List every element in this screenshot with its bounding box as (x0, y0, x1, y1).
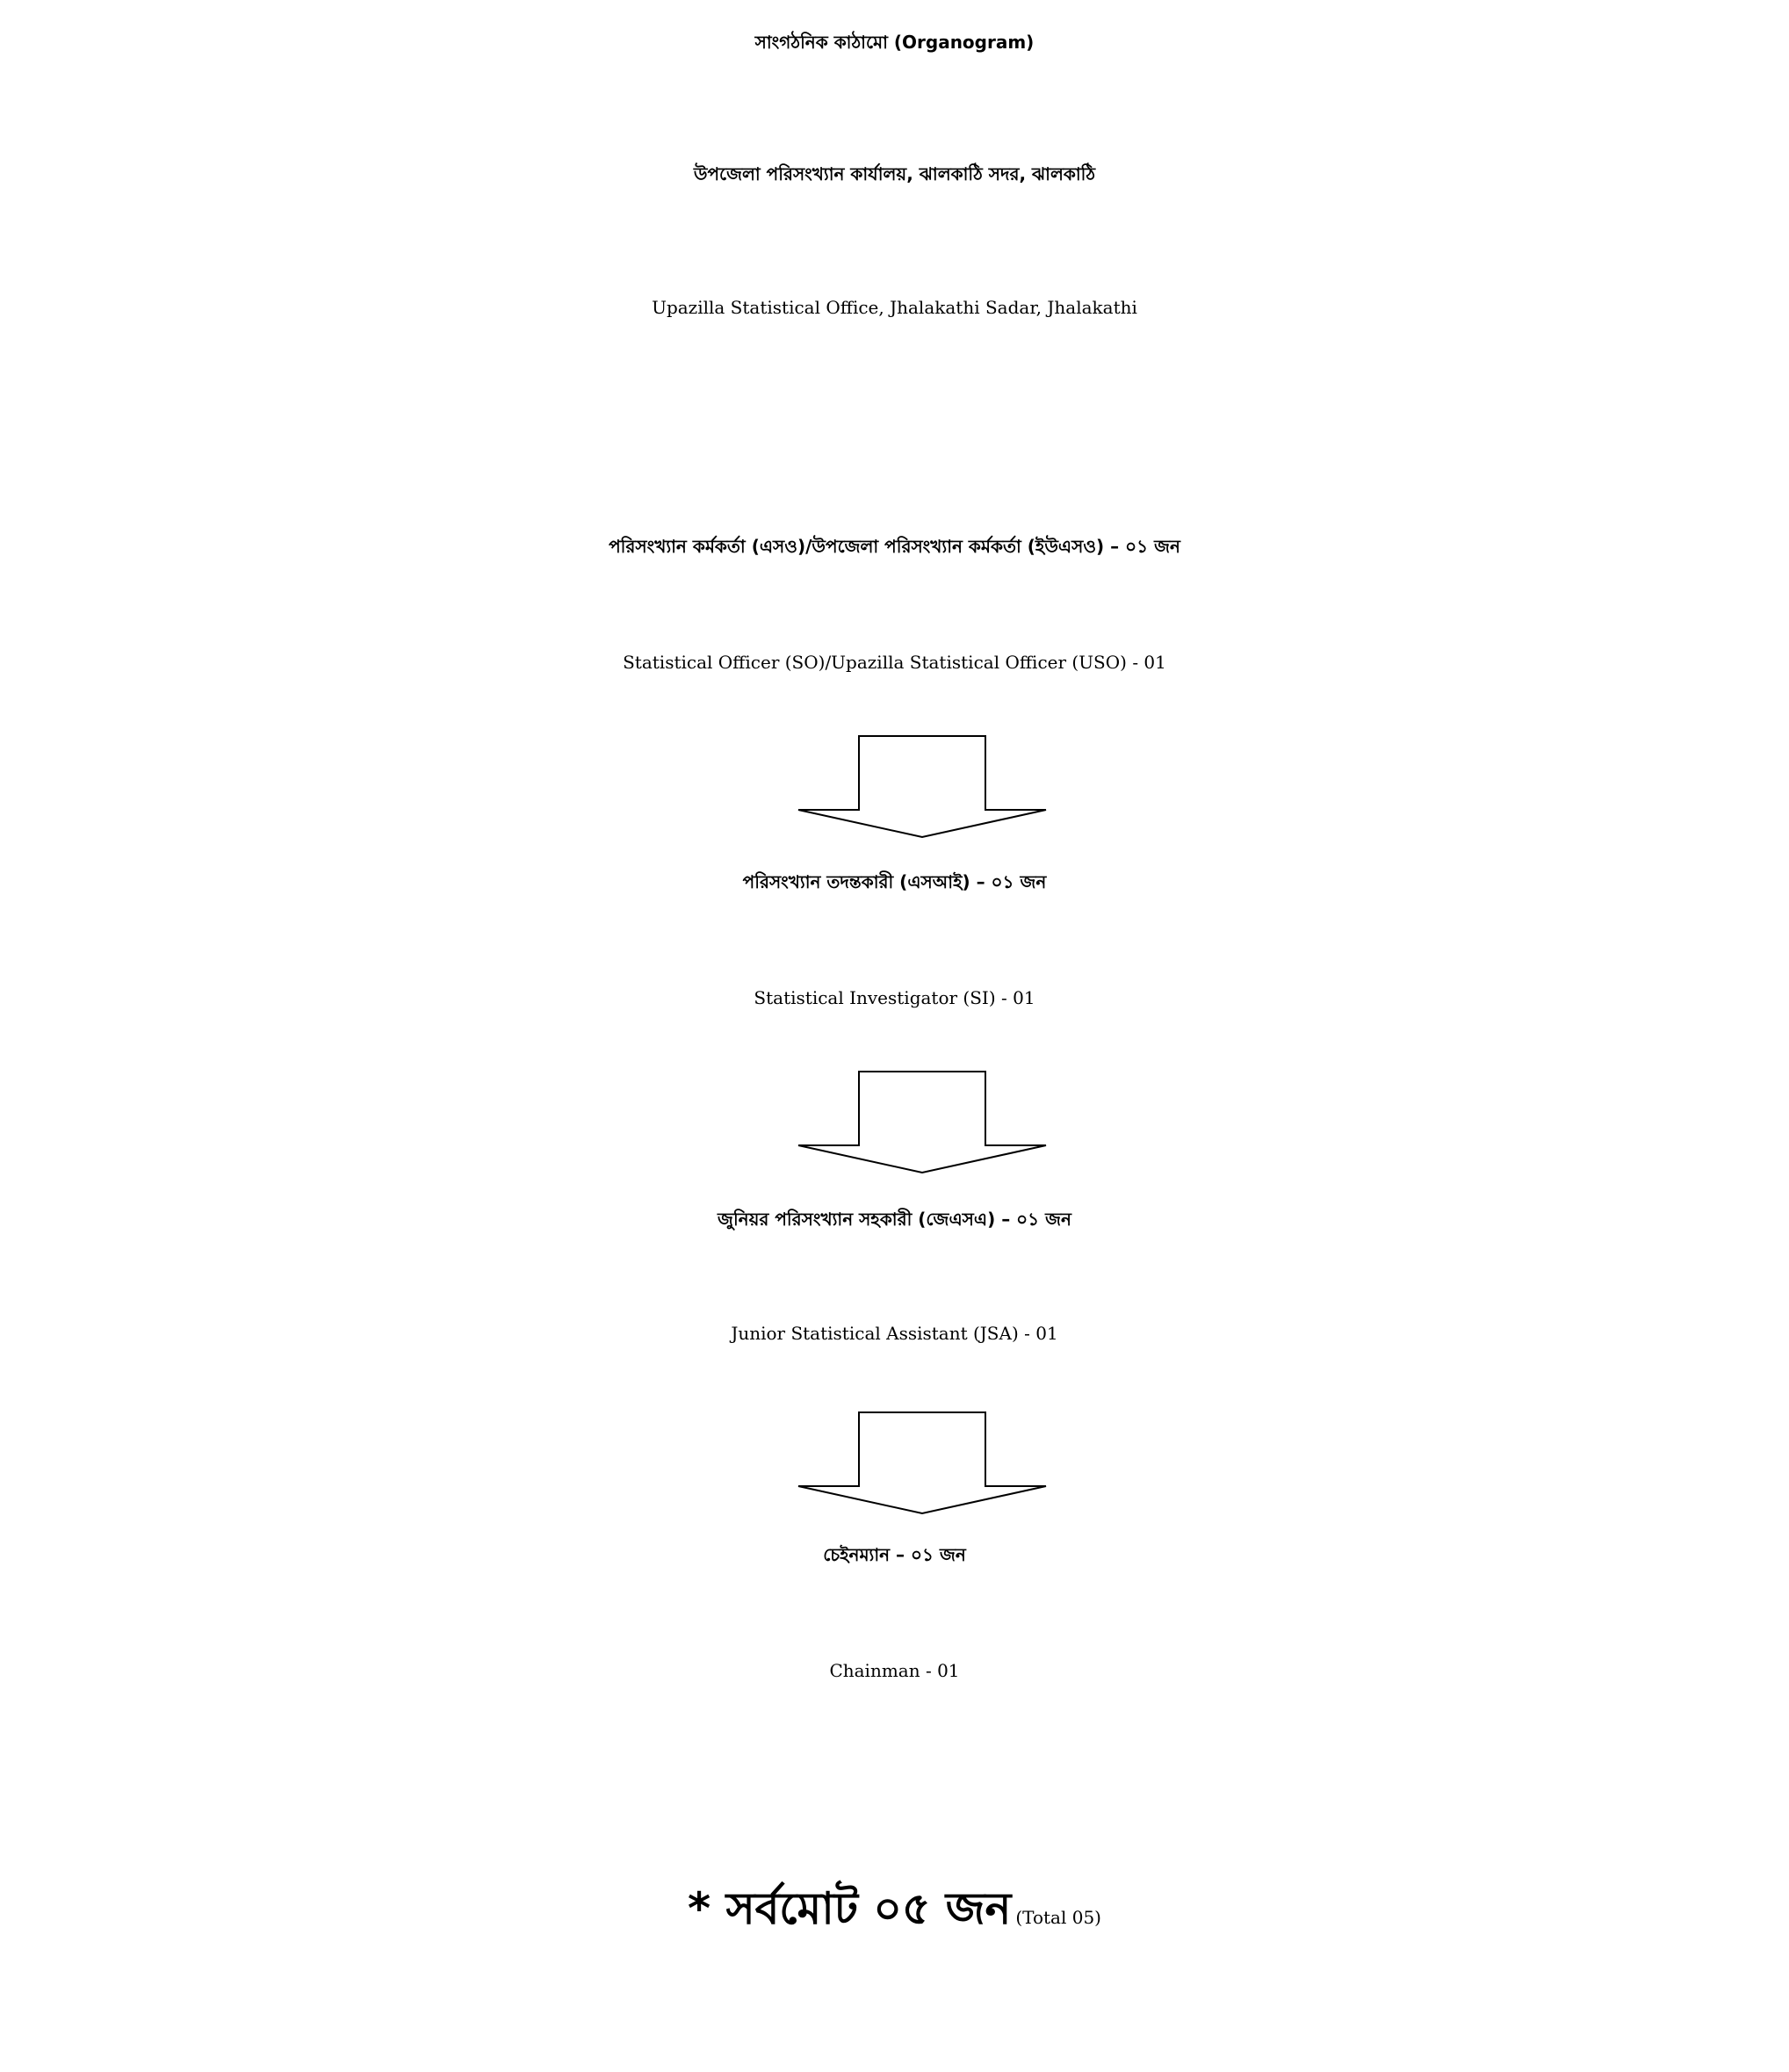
position-chainman-en: Chainman - 01 (829, 1660, 960, 1681)
page-title: সাংগঠনিক কাঠামো (Organogram) (754, 32, 1035, 53)
position-statistical-officer-bn: পরিসংখ্যান কর্মকর্তা (এসও)/উপজেলা পরিসংখ্যান কর্মকর্তা (ইউএসও) – ০১ জন (609, 536, 1180, 557)
office-name-en: Upazilla Statistical Office, Jhalakathi Sadar, Jhalakathi (652, 297, 1137, 318)
position-statistical-officer-en: Statistical Officer (SO)/Upazilla Statistical Officer (USO) - 01 (623, 652, 1166, 673)
office-name-bn: উপজেলা পরিসংখ্যান কার্যালয়, ঝালকাঠি সদর, ঝালকাঠি (693, 163, 1096, 184)
total-count-en: (Total 05) (1015, 1907, 1101, 1928)
position-junior-statistical-assistant-bn: জুনিয়র পরিসংখ্যান সহকারী (জেএসএ) – ০১ জন (718, 1209, 1071, 1230)
position-junior-statistical-assistant-en: Junior Statistical Assistant (JSA) - 01 (731, 1323, 1058, 1344)
position-chainman-bn: চেইনম্যান – ০১ জন (823, 1544, 966, 1565)
down-arrow-icon (795, 734, 1050, 840)
down-arrow-icon (795, 1411, 1050, 1516)
total-count (0, 1883, 1789, 1934)
position-statistical-investigator-en: Statistical Investigator (SI) - 01 (754, 987, 1035, 1008)
position-statistical-investigator-bn: পরিসংখ্যান তদন্তকারী (এসআই) – ০১ জন (742, 871, 1047, 892)
total-count-bn: * সর্বমোট ০৫ জন (688, 1883, 1012, 1934)
down-arrow-icon (795, 1070, 1050, 1175)
